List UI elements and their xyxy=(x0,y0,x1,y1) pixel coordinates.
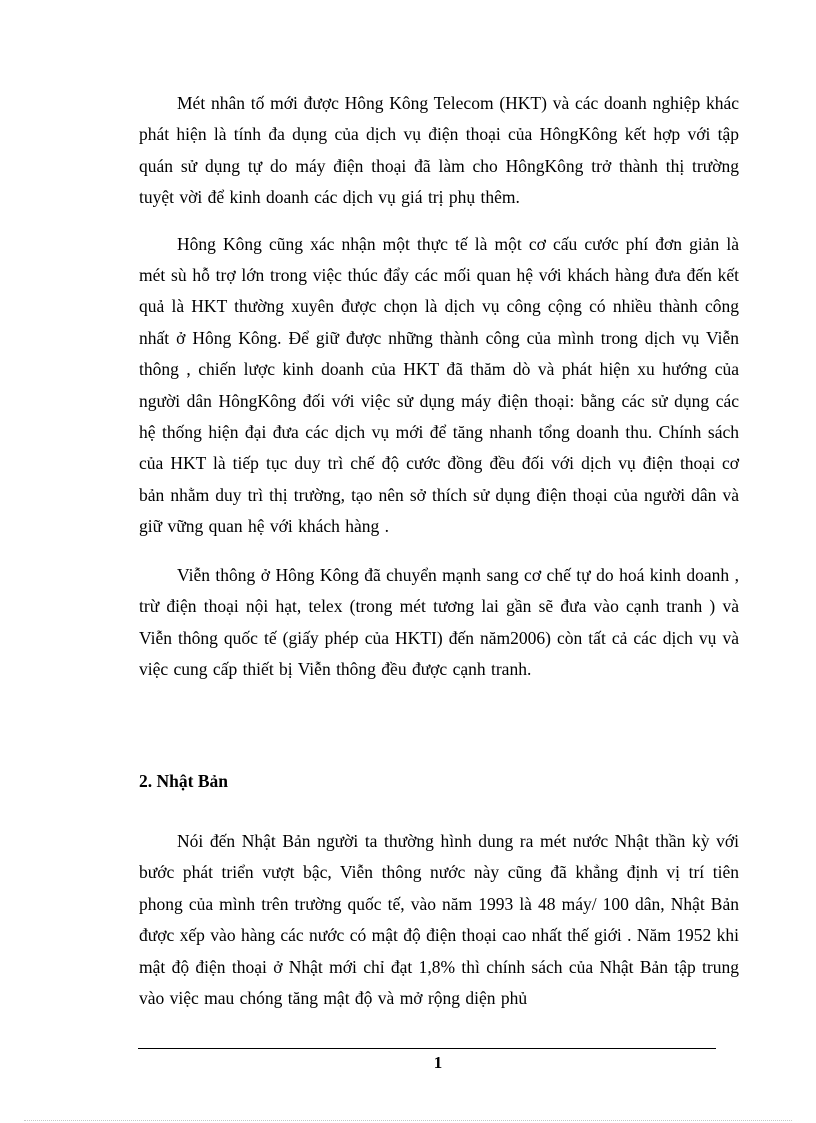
paragraph-hkt-tariff-strategy: Hông Kông cũng xác nhận một thực tế là một cơ cấu cước phí đơn giản là mét sù hỗ trợ lớn trong việc thúc đẩy các mối quan hệ với khách hàng đưa đến kết quả là HKT thường xuyên được chọn là dịch vụ công cộng có nhiều thành công nhất ở Hông Kông. Để giữ được những thành công của mình trong dịch vụ Viễn thông , chiến lược kinh doanh của HKT đã thăm dò và phát hiện xu hướng của người dân HôngKông đối với việc sử dụng máy điện thoại: bằng các sử dụng các hệ thống hiện đại đưa các dịch vụ mới để tăng nhanh tổng doanh thu. Chính sách của HKT là tiếp tục duy trì chế độ cước đồng đều đối với dịch vụ điện thoại cơ bản nhằm duy trì thị trường, tạo nên sở thích sử dụng điện thoại của người dân và giữ vững quan hệ với khách hàng . xyxy=(139,233,739,537)
page-number: 1 xyxy=(433,1053,443,1072)
section-body-japan xyxy=(139,826,739,1014)
section-heading-japan: 2. Nhật Bản xyxy=(139,771,228,791)
body-text xyxy=(139,88,739,685)
paragraph-hk-liberalization: Viễn thông ở Hông Kông đã chuyển mạnh sang cơ chế tự do hoá kinh doanh , trừ điện thoại nội hạt, telex (trong mét tương lai gần sẽ đưa vào cạnh tranh ) và Viễn thông quốc tế (giấy phép của HKTI) đến năm2006) còn tất cả các dịch vụ và việc cung cấp thiết bị Viễn thông đều được cạnh tranh. xyxy=(139,564,739,679)
page-bottom-border xyxy=(24,1120,792,1121)
footer-divider xyxy=(138,1048,716,1049)
paragraph-hkt-new-factor: Mét nhân tố mới được Hông Kông Telecom (HKT) và các doanh nghiệp khác phát hiện là tính đa dụng của dịch vụ điện thoại của HôngKông kết hợp với tập quán sử dụng tự do máy điện thoại đã làm cho HôngKông trở thành thị trường tuyệt vời để kinh doanh các dịch vụ giá trị phụ thêm. xyxy=(139,93,739,208)
paragraph-japan-telecom: Nói đến Nhật Bản người ta thường hình dung ra mét nước Nhật thần kỳ với bước phát triển vượt bậc, Viễn thông nước này cũng đã khẳng định vị trí tiên phong của mình trên trường quốc tế, vào năm 1993 là 48 máy/ 100 dân, Nhật Bản được xếp vào hàng các nước có mật độ điện thoại cao nhất thế giới . Năm 1952 khi mật độ điện thoại ở Nhật mới chỉ đạt 1,8% thì chính sách của Nhật Bản tập trung vào việc mau chóng tăng mật độ và mở rộng diện phủ xyxy=(139,831,739,1009)
